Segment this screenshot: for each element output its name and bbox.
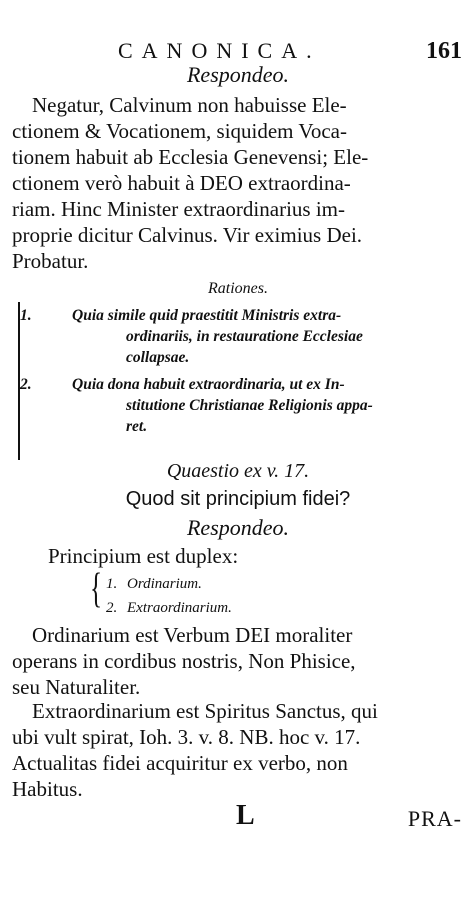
text-line: ctionem verò habuit à DEO extraordina-	[12, 171, 351, 195]
quaestio-heading: Quaestio ex v. 17.	[166, 460, 310, 482]
text-line: ctionem & Vocationem, siquidem Voca-	[12, 119, 347, 143]
text-line: Extraordinarium est Spiritus Sanctus, qui	[32, 699, 378, 723]
signature-mark: L	[236, 800, 255, 831]
paragraph-extraordinarium	[12, 698, 467, 802]
ratio-line: Quia simile quid praestitit Ministris extra-	[72, 307, 342, 324]
text-line: proprie dicitur Calvinus. Vir eximius Dei.	[12, 223, 363, 247]
ratio-line: collapsae.	[126, 349, 190, 366]
ratio-number: 1.	[20, 307, 32, 324]
question-line: Quod sit principium fidei?	[125, 488, 351, 510]
text-line: operans in cordibus nostris, Non Phisice,	[12, 649, 356, 673]
principium-item	[106, 572, 232, 596]
ratio-item	[20, 305, 460, 368]
text-line: tionem habuit ab Ecclesia Genevensi; Ele-	[12, 145, 369, 169]
principium-label: Ordinarium.	[127, 576, 202, 592]
principium-intro	[48, 543, 448, 569]
respondeo-heading-1: Respondeo.	[186, 62, 290, 87]
principium-number: 1.	[106, 576, 118, 592]
principium-label: Extraordinarium.	[127, 600, 232, 616]
text-line: Actualitas fidei acquiritur ex verbo, non	[12, 751, 348, 775]
ratio-line: ordinariis, in restauratione Ecclesiae	[126, 328, 363, 345]
text-line: Ordinarium est Verbum DEI moraliter	[32, 623, 353, 647]
text-line: riam. Hinc Minister extraordinarius im-	[12, 197, 345, 221]
text-line: seu Naturaliter.	[12, 675, 141, 699]
text-line: Habitus.	[12, 777, 83, 801]
principium-list	[106, 572, 232, 620]
ratio-item	[20, 374, 460, 437]
running-header	[0, 38, 476, 64]
rationes-list	[20, 305, 460, 437]
page-number: 161	[426, 38, 462, 64]
catchword: PRA-	[407, 806, 462, 831]
principium-number: 2.	[106, 600, 118, 616]
ratio-line: ret.	[126, 418, 148, 435]
principium-item	[106, 596, 232, 620]
ratio-number: 2.	[20, 376, 32, 393]
principium-brace: {	[90, 566, 103, 612]
text-line: Principium est duplex:	[48, 544, 239, 568]
ratio-line: Quia dona habuit extraordinaria, ut ex In-	[72, 376, 345, 393]
running-title: CANONICA.	[118, 38, 321, 63]
respondeo-heading-2: Respondeo.	[186, 515, 290, 540]
paragraph-ordinarium	[12, 622, 467, 700]
paragraph-negatur	[12, 92, 467, 274]
text-line: Probatur.	[12, 249, 89, 273]
ratio-line: stitutione Christianae Religionis appa-	[126, 397, 373, 414]
rationes-heading: Rationes.	[208, 280, 268, 297]
text-line: Negatur, Calvinum non habuisse Ele-	[32, 93, 347, 117]
text-line: ubi vult spirat, Ioh. 3. v. 8. NB. hoc v. 17.	[12, 725, 361, 749]
